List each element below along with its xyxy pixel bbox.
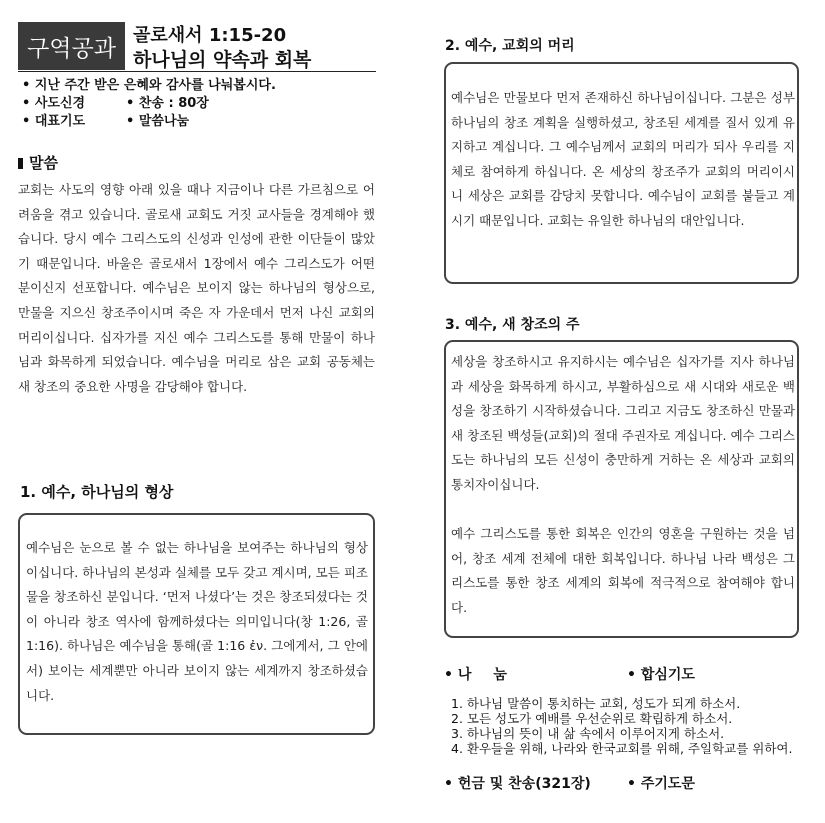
prayer-item: 3. 하나님의 뜻이 내 삶 속에서 이루어지게 하소서. xyxy=(451,726,725,741)
intro-item-creed: • 사도신경 xyxy=(22,95,126,113)
section3-box xyxy=(444,340,799,638)
prayer-item: 1. 하나님 말씀이 통치하는 교회, 성도가 되게 하소서. xyxy=(451,696,741,711)
word-heading-text: 말씀 xyxy=(29,154,58,172)
sharing-char-2: 눔 xyxy=(493,667,507,683)
section3-paragraph-1: 세상을 창조하시고 유지하시는 예수님은 십자가를 지사 하나님과 세상을 화목하게 하시고, 부활하심으로 새 시대와 새로운 백성을 창조하기 시작하셨습니다. 그리고 지금도 창조하신 만물과 새 창조된 백성들(교회)의 절대 주권자로 계십니다. 예수 그리스도는 하나님의 모든 신성이 충만하게 거하는 온 세상과 교회의 통치자이십니다. xyxy=(451,354,795,492)
section2-body: 예수님은 만물보다 먼저 존재하신 하나님이십니다. 그분은 성부 하나님의 창조 계획을 실행하셨고, 창조된 세계를 질서 있게 유지하고 계십니다. 그 예수님께서 교회의 머리가 되사 우리를 지체로 참여하게 하십니다. 온 세상의 창조주가 교회의 머리이시니 세상은 교회를 감당치 못합니다. 예수님이 교회를 붙들고 계시기 때문입니다. 교회는 유일한 하나님의 대안입니다. xyxy=(451,90,795,228)
lords-prayer-heading-text: 주기도문 xyxy=(640,776,695,792)
intro-item-greeting: • 지난 주간 받은 은혜와 감사를 나눠봅시다. xyxy=(22,77,276,95)
section2-box xyxy=(444,62,799,284)
lesson-badge: 구역공과 xyxy=(18,22,125,70)
word-heading xyxy=(18,152,58,173)
intro-item-word-share: • 말씀나눔 xyxy=(126,113,189,131)
lords-prayer-heading: • 주기도문 xyxy=(627,776,695,792)
sharing-heading: • 나 눔 xyxy=(444,667,507,683)
section1-box xyxy=(18,513,375,735)
prayer-list xyxy=(451,696,792,756)
section3-paragraph-2: 예수 그리스도를 통한 회복은 인간의 영혼을 구원하는 것을 넘어, 창조 세계 전체에 대한 회복입니다. 하나님 나라 백성은 그리스도를 통한 창조 세계의 회복에 적극적으로 참여해야 합니다. xyxy=(451,526,795,615)
group-prayer-heading: • 합심기도 xyxy=(627,667,695,683)
group-prayer-heading-text: 합심기도 xyxy=(640,667,695,683)
lesson-title: 하나님의 약속과 회복 xyxy=(133,49,312,71)
intro-item-hymn: • 찬송 : 80장 xyxy=(126,95,209,113)
offering-heading-text: 헌금 및 찬송(321장) xyxy=(457,776,591,792)
section3-heading: 3. 예수, 새 창조의 주 xyxy=(445,317,580,333)
intro-list xyxy=(22,77,276,131)
section1-body: 예수님은 눈으로 볼 수 없는 하나님을 보여주는 하나님의 형상이십니다. 하나님의 본성과 실체를 모두 갖고 계시며, 모든 피조물을 창조하신 분입니다. ‘먼저 나셨다’는 것은 창조되셨다는 것이 아니라 창조 역사에 함께하셨다는 의미입니다(창 1:26, 골 1:16). 하나님은 예수님을 통해(골 1:16 ἐν. 그에게서, 그 안에서) 보이는 세계뿐만 아니라 보이지 않는 세계까지 창조하셨습니다. xyxy=(26,540,368,703)
offering-heading: • 헌금 및 찬송(321장) xyxy=(444,776,591,792)
scripture-reference: 골로새서 1:15-20 xyxy=(133,25,287,46)
section1-heading: 1. 예수, 하나님의 형상 xyxy=(20,483,174,501)
heading-marker xyxy=(18,158,23,169)
header-divider xyxy=(18,71,376,72)
prayer-item: 2. 모든 성도가 예배를 우선순위로 확립하게 하소서. xyxy=(451,711,733,726)
prayer-item: 4. 환우들을 위해, 나라와 한국교회를 위해, 주일학교를 위하여. xyxy=(451,741,793,756)
word-body: 교회는 사도의 영향 아래 있을 때나 지금이나 다른 가르침으로 어려움을 겪고 있습니다. 골로새 교회도 거짓 교사들을 경계해야 했습니다. 당시 예수 그리스도의 신성과 인성에 관한 이단들이 많았기 때문입니다. 바울은 골로새서 1장에서 예수 그리스도가 어떤 분이신지 선포합니다. 예수님은 보이지 않는 하나님의 형상으로, 만물을 지으신 창조주이시며 죽은 자 가운데서 먼저 나신 교회의 머리이십니다. 십자가를 지신 예수 그리스도를 통해 만물이 하나님과 화목하게 되었습니다. 예수님을 머리로 삼은 교회 공동체는 새 창조의 중요한 사명을 감당해야 합니다. xyxy=(18,182,375,394)
intro-item-prayer: • 대표기도 xyxy=(22,113,126,131)
lesson-title-block xyxy=(133,24,311,72)
section2-heading: 2. 예수, 교회의 머리 xyxy=(445,38,575,54)
sharing-char-1: 나 xyxy=(457,667,472,683)
section3-body xyxy=(451,350,795,621)
